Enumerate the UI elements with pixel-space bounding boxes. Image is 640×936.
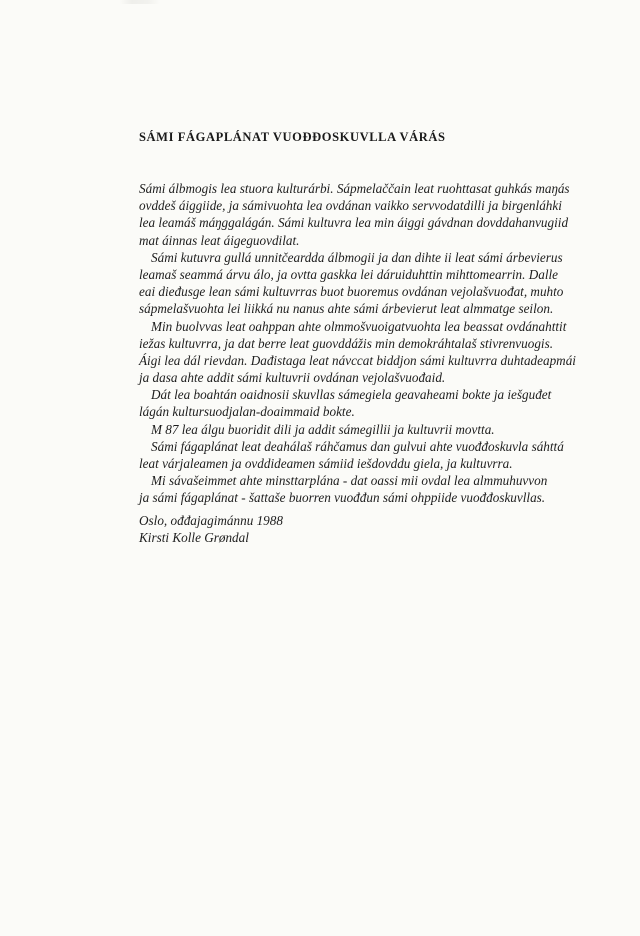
text-line: Dát lea boahtán oaidnosii skuvllas sámegiela geavaheami bokte ja iešguđet (151, 387, 552, 403)
paragraph (139, 249, 609, 318)
text-line: Sámi kutuvra gullá unnitčeardda álbmogii ja dan dihte ii leat sámi árbevierus (151, 249, 563, 265)
text-line: Sámi fágaplánat leat deahálaš ráhčamus dan gulvui ahte vuođđoskuvla sáhttá (151, 438, 564, 454)
place-date: Oslo, ođđajagimánnu 1988 (139, 513, 283, 528)
paragraph (139, 438, 609, 472)
text-line: Sámi álbmogis lea stuora kulturárbi. Sápmelaččain leat ruohttasat guhkás maŋás (139, 181, 570, 196)
document-body (139, 180, 609, 507)
paragraph (139, 472, 609, 506)
text-line: lágán kultursuodjalan-doaimmaid bokte. (139, 404, 355, 420)
text-line: mat áinnas leat áigeguovdilat. (139, 232, 300, 248)
paragraph (139, 386, 609, 420)
text-line: Min buolvvas leat oahppan ahte olmmošvuoigatvuohta lea beassat ovdánahttit (151, 318, 567, 334)
signatory-name: Kirsti Kolle Grøndal (139, 530, 249, 546)
document-title: SÁMI FÁGAPLÁNAT VUOĐĐOSKUVLLA VÁRÁS (139, 130, 446, 144)
text-line: leat várjaleamen ja ovddideamen sámiid iešdovddu giela, ja kultuvrra. (139, 456, 513, 471)
text-line: Áigi lea dál rievdan. Dađistaga leat návccat biddjon sámi kultuvrra duhtadeapmái (139, 352, 576, 368)
paragraph (139, 421, 609, 438)
signature-block (139, 512, 283, 546)
text-line: lea leamáš máŋggalágán. Sámi kultuvra lea min áiggi gávdnan dovddahanvugiid (139, 215, 569, 231)
text-line: ja dasa ahte addit sámi kultuvrii ovdánan vejolašvuođaid. (139, 370, 446, 386)
text-line: ovddeš áiggiide, ja sámivuohta lea ovdánan vaikko servvodatdilli ja birgenláhki (139, 198, 562, 214)
text-line: sápmelašvuohta lei liikká nu nanus ahte sámi árbevierut leat almmatge seilon. (139, 301, 554, 317)
text-line: M 87 lea álgu buoridit dili ja addit sámegillii ja kultuvrii movtta. (151, 421, 495, 437)
text-line: leamaš seammá árvu álo, ja ovtta gaskka lei dáruiduhttin mihttomearrin. Dalle (139, 266, 559, 282)
text-line: Mi sávašeimmet ahte minsttarplána - dat oassi mii ovdal lea almmuhuvvon (151, 473, 548, 489)
paragraph (139, 180, 609, 249)
text-line: ja sámi fágaplánat - šattaše buorren vuođđun sámi ohppiide vuođđoskuvllas. (139, 490, 546, 506)
text-line: iežas kultuvrra, ja dat berre leat guovddážis min demokráhtalaš stivrenvuogis. (139, 335, 554, 351)
text-line: eai dieđusge lean sámi kultuvrras buot buoremus ovdánan vejolašvuođat, muhto (139, 284, 564, 300)
scan-artifact (120, 0, 160, 4)
paragraph (139, 318, 609, 387)
